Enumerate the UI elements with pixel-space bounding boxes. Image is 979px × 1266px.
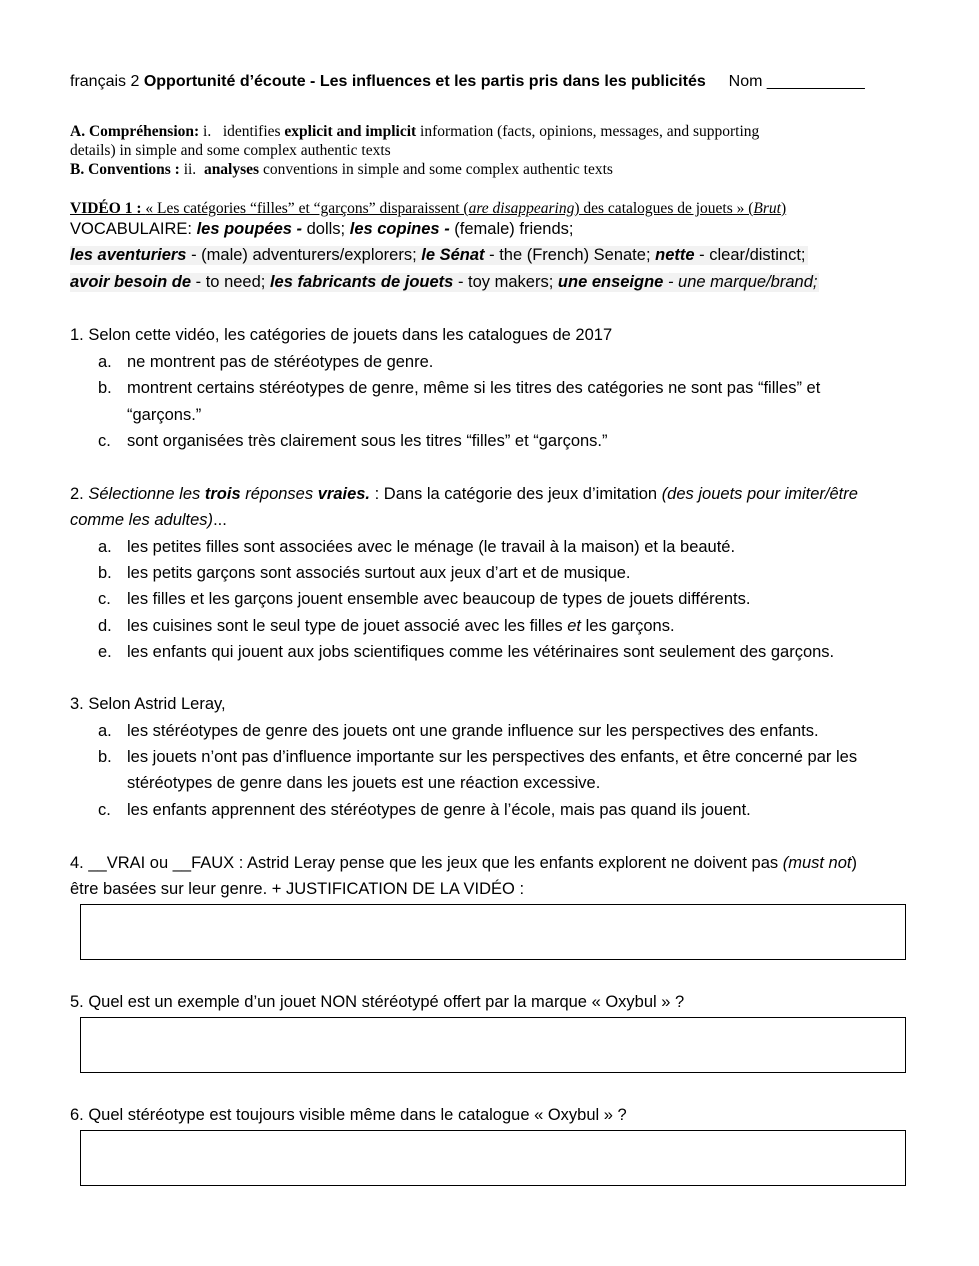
question-4-answer-box[interactable] (80, 904, 906, 960)
standard-a-continued: details) in simple and some complex authentic texts (70, 142, 391, 159)
option-text: ne montrent pas de stéréotypes de genre. (127, 353, 434, 371)
question-4-stem (70, 854, 857, 873)
vocab-line-3 (70, 273, 819, 292)
option-letter: b. (98, 379, 112, 397)
video-title-translation: are disappearing (468, 200, 575, 217)
option-letter: c. (98, 432, 111, 450)
vocab-label: VOCABULAIRE: (70, 220, 192, 238)
question-2-option-c[interactable] (98, 590, 750, 609)
standard-a-emphasis: explicit and implicit (284, 123, 417, 140)
vocab-definition: - une marque/brand; (667, 273, 818, 291)
option-letter: a. (98, 538, 112, 556)
question-3-option-b-continued: stéréotypes de genre dans les jouets est une réaction excessive. (127, 774, 601, 792)
option-letter: c. (98, 590, 111, 608)
question-3-stem: 3. Selon Astrid Leray, (70, 695, 226, 713)
video-title-part: « Les catégories “filles” et “garçons” disparaissent ( (145, 200, 469, 217)
question-note: (des jouets pour imiter/être (661, 485, 858, 503)
standard-b-emphasis: analyses (203, 161, 260, 178)
standard-b-label: B. Conventions : (70, 161, 180, 178)
vocab-definition: - to need; (195, 273, 266, 291)
vocab-term: les poupées - (196, 220, 303, 238)
instruction-text: réponses (245, 485, 314, 503)
standard-a-text: information (facts, opinions, messages, and supporting (420, 123, 760, 140)
question-2-option-b[interactable] (98, 564, 631, 583)
question-2-stem (70, 485, 858, 504)
question-2-option-e[interactable] (98, 643, 834, 662)
question-1-option-c[interactable] (98, 432, 608, 451)
question-text: : Dans la catégorie des jeux d’imitation (374, 485, 658, 503)
option-text: les filles et les garçons jouent ensemble avec beaucoup de types de jouets différents. (127, 590, 751, 608)
vocab-term: une enseigne (557, 273, 664, 291)
vocab-definition: (female) friends; (454, 220, 574, 238)
option-text: les enfants apprennent des stéréotypes de genre à l’école, mais pas quand ils jouent. (127, 801, 751, 819)
question-1-option-a[interactable] (98, 353, 433, 372)
vocab-line-2 (70, 246, 808, 265)
standard-a (70, 123, 759, 141)
option-text: les stéréotypes de genre des jouets ont une grande influence sur les perspectives des enfants. (127, 722, 819, 740)
option-letter: a. (98, 353, 112, 371)
option-letter: d. (98, 617, 112, 635)
question-2-option-a[interactable] (98, 538, 735, 557)
standard-a-label: A. Compréhension: (70, 123, 200, 140)
vocab-term: nette (655, 246, 695, 264)
option-letter: b. (98, 748, 112, 766)
question-text: 4. __VRAI ou __FAUX : Astrid Leray pense que les jeux que les enfants explorent ne doivent pas (70, 854, 779, 872)
question-note: (must not (782, 854, 852, 872)
option-text: les enfants qui jouent aux jobs scientifiques comme les vétérinaires sont seulement des garçons. (127, 643, 835, 661)
vocab-term: les fabricants de jouets (269, 273, 454, 291)
standard-b-text: conventions in simple and some complex authentic texts (262, 161, 613, 178)
video-label: VIDÉO 1 : (70, 200, 142, 217)
option-text: montrent certains stéréotypes de genre, même si les titres des catégories ne sont pas “filles” et (127, 379, 821, 397)
option-text-emphasis: et (567, 617, 582, 635)
question-1-stem: 1. Selon cette vidéo, les catégories de jouets dans les catalogues de 2017 (70, 326, 613, 344)
video-source: Brut (753, 200, 781, 217)
vocab-definition: dolls; (306, 220, 346, 238)
option-text: sont organisées très clairement sous les titres “filles” et “garçons.” (127, 432, 608, 450)
video-title-part: ) (780, 200, 787, 217)
standard-b-number: ii. (183, 161, 197, 178)
course-label: français 2 (70, 73, 140, 90)
question-text: ) (851, 854, 857, 872)
question-3-option-c[interactable] (98, 801, 751, 820)
name-blank[interactable]: ___________ (766, 73, 865, 90)
instruction-emphasis: vraies. (317, 485, 371, 503)
question-ellipsis: ... (213, 511, 227, 529)
option-text: les garçons. (585, 617, 675, 635)
standard-a-verb: identifies (222, 123, 281, 140)
standard-b (70, 161, 613, 179)
question-2-option-d[interactable] (98, 617, 675, 636)
vocab-term: le Sénat (421, 246, 485, 264)
page-title: Opportunité d’écoute - Les influences et les partis pris dans les publicités (143, 73, 706, 90)
instruction-text: Sélectionne les (88, 485, 201, 503)
option-text: les petites filles sont associées avec le ménage (le travail à la maison) et la beauté. (127, 538, 736, 556)
vocab-definition: - the (French) Senate; (489, 246, 651, 264)
question-3-option-a[interactable] (98, 722, 819, 741)
page-header (70, 73, 865, 91)
option-letter: a. (98, 722, 112, 740)
question-1-option-b[interactable] (98, 379, 820, 398)
instruction-emphasis: trois (204, 485, 241, 503)
question-5-stem: 5. Quel est un exemple d’un jouet NON stéréotypé offert par la marque « Oxybul » ? (70, 993, 685, 1011)
video-title (70, 200, 786, 218)
standard-a-number: i. (203, 123, 212, 140)
question-number: 2. (70, 485, 84, 503)
vocab-definition: - clear/distinct; (699, 246, 806, 264)
question-5-answer-box[interactable] (80, 1017, 906, 1073)
video-title-part: ) des catalogues de jouets » ( (574, 200, 754, 217)
question-3-option-b[interactable] (98, 748, 857, 767)
option-text: les cuisines sont le seul type de jouet associé avec les filles (127, 617, 563, 635)
question-6-answer-box[interactable] (80, 1130, 906, 1186)
vocab-definition: - toy makers; (457, 273, 554, 291)
question-4-stem-continued: être basées sur leur genre. + JUSTIFICATION DE LA VIDÉO : (70, 880, 525, 898)
question-1-option-b-continued: “garçons.” (127, 406, 202, 424)
question-2-stem-continued (70, 511, 227, 530)
option-text: les jouets n’ont pas d’influence importante sur les perspectives des enfants, et être concerné par les (127, 748, 858, 766)
name-label: Nom (728, 73, 763, 90)
vocab-term: avoir besoin de (70, 273, 192, 291)
vocab-term: les aventuriers (70, 246, 187, 264)
vocab-definition: - (male) adventurers/explorers; (191, 246, 417, 264)
question-6-stem: 6. Quel stéréotype est toujours visible même dans le catalogue « Oxybul » ? (70, 1106, 627, 1124)
option-letter: b. (98, 564, 112, 582)
option-letter: c. (98, 801, 111, 819)
option-text: les petits garçons sont associés surtout aux jeux d’art et de musique. (127, 564, 631, 582)
vocab-line-1 (70, 220, 574, 239)
option-letter: e. (98, 643, 112, 661)
question-note: comme les adultes) (70, 511, 214, 529)
vocab-term: les copines - (349, 220, 450, 238)
